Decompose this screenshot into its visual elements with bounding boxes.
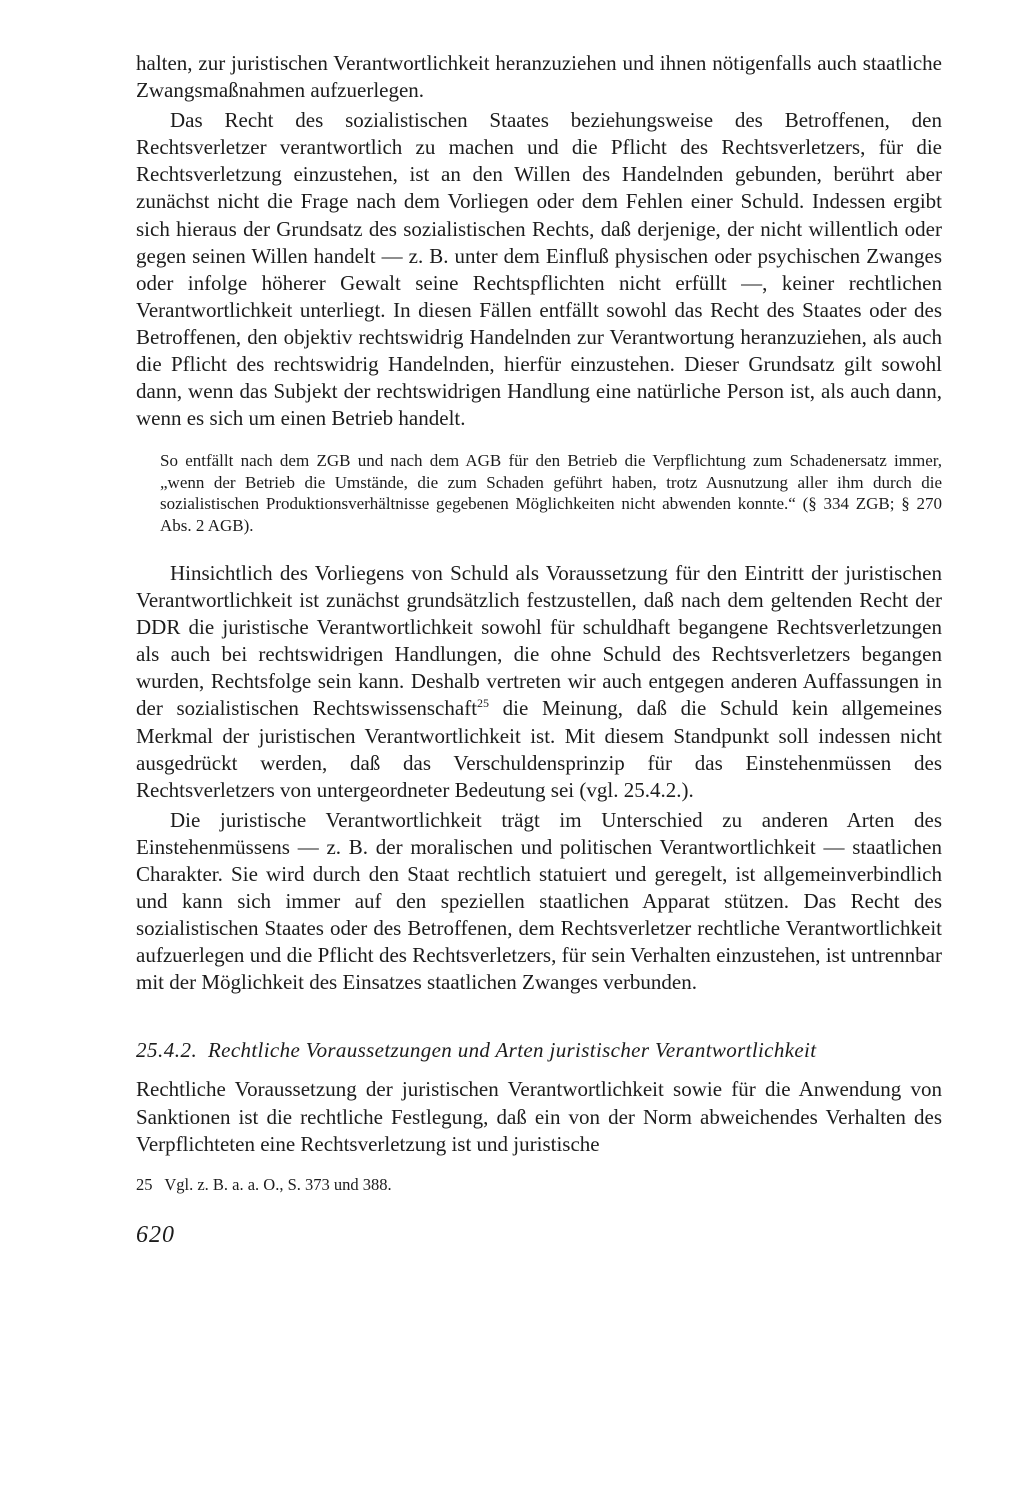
footnote-text: Vgl. z. B. a. a. O., S. 373 und 388.	[164, 1174, 392, 1194]
section-heading	[136, 1036, 942, 1064]
paragraph-legal-prerequisite: Rechtliche Voraussetzung der juristischen Verantwortlichkeit sowie für die Anwendung von Sanktionen ist die rechtliche Festlegung, daß ein von der Norm abweichendes Verhalten des Verpflichteten eine Rechtsverletzung ist und juristische	[136, 1077, 942, 1156]
footnote	[136, 1174, 942, 1196]
footnote-number: 25	[136, 1174, 153, 1194]
document-page	[136, 50, 942, 1249]
quoted-legal-note: So entfällt nach dem ZGB und nach dem AGB für den Betrieb die Verpflichtung zum Schadenersatz immer, „wenn der Betrieb die Umstände, die zum Schaden geführt haben, trotz Ausnutzung aller ihm durch die sozialistischen Produktionsverhältnisse gegebenen Möglichkeiten nicht abwenden konnte.“ (§ 334 ZGB; § 270 Abs. 2 AGB).	[160, 451, 942, 535]
paragraph-fault-requirement	[136, 560, 942, 804]
paragraph-continuation: halten, zur juristischen Verantwortlichkeit heranzuziehen und ihnen nötigenfalls auch staatliche Zwangsmaßnahmen aufzuerlegen.	[136, 51, 942, 103]
paragraph-responsibility-will: Das Recht des sozialistischen Staates beziehungsweise des Betroffenen, den Rechtsverletzer verantwortlich zu machen und die Pflicht des Rechtsverletzers, für die Rechtsverletzung einzustehen, ist an den Willen des Handelnden gebunden, berührt aber zunächst nicht die Frage nach dem Vorliegen oder dem Fehlen einer Schuld. Indessen ergibt sich hieraus der Grundsatz des sozialistischen Rechts, daß derjenige, der nicht willentlich oder gegen seinen Willen handelt — z. B. unter dem Einfluß physischen oder psychischen Zwanges oder infolge höherer Gewalt seine Rechtspflichten nicht erfüllt —, keiner rechtlichen Verantwortlichkeit unterliegt. In diesen Fällen entfällt sowohl das Recht des Staates oder des Betroffenen, den objektiv rechtswidrig Handelnden zur Verantwortung heranzuziehen, als auch die Pflicht des rechtswidrig Handelnden, hierfür einzustehen. Dieser Grundsatz gilt sowohl dann, wenn das Subjekt der rechtswidrigen Handlung eine natürliche Person ist, als auch dann, wenn es sich um einen Betrieb handelt.	[136, 108, 942, 431]
paragraph-text-after-footnote: die Meinung, daß die Schuld kein allgemeines Merkmal der juristischen Verantwortlichkeit ist. Mit diesem Standpunkt soll indessen nicht ausgedrückt werden, daß das Verschuldensprinzip für das Einstehenmüssen des Rechtsverletzers von untergeordneter Bedeutung sei (vgl. 25.4.2.).	[136, 696, 942, 802]
page-number: 620	[136, 1221, 175, 1248]
section-title: Rechtliche Voraussetzungen und Arten juristischer Verantwortlichkeit	[208, 1038, 817, 1063]
paragraph-state-character: Die juristische Verantwortlichkeit trägt im Unterschied zu anderen Arten des Einstehenmüssens — z. B. der moralischen und politischen Verantwortlichkeit — staatlichen Charakter. Sie wird durch den Staat rechtlich statuiert und geregelt, ist allgemeinverbindlich und kann sich immer auf den speziellen staatlichen Apparat stützen. Das Recht des sozialistischen Staates oder des Betroffenen, dem Rechtsverletzer rechtliche Verantwortlichkeit aufzuerlegen und die Pflicht des Rechtsverletzers, für sein Verhalten einzustehen, ist untrennbar mit der Möglichkeit des Einsatzes staatlichen Zwanges verbunden.	[136, 807, 942, 995]
footnote-reference: 25	[477, 696, 490, 711]
section-number: 25.4.2.	[136, 1038, 198, 1063]
paragraph-text-before-footnote: Hinsichtlich des Vorliegens von Schuld als Voraussetzung für den Eintritt der juristischen Verantwortlichkeit ist zunächst grundsätzlich festzustellen, daß nach dem geltenden Recht der DDR die juristische Verantwortlichkeit sowohl für schuldhaft begangene Rechtsverletzungen als auch bei rechtswidrigen Handlungen, die ohne Schuld des Rechtsverletzers begangen wurden, Rechtsfolge sein kann. Deshalb vertreten wir auch entgegen anderen Auffassungen in der sozialistischen Rechtswissenschaft	[136, 560, 942, 721]
